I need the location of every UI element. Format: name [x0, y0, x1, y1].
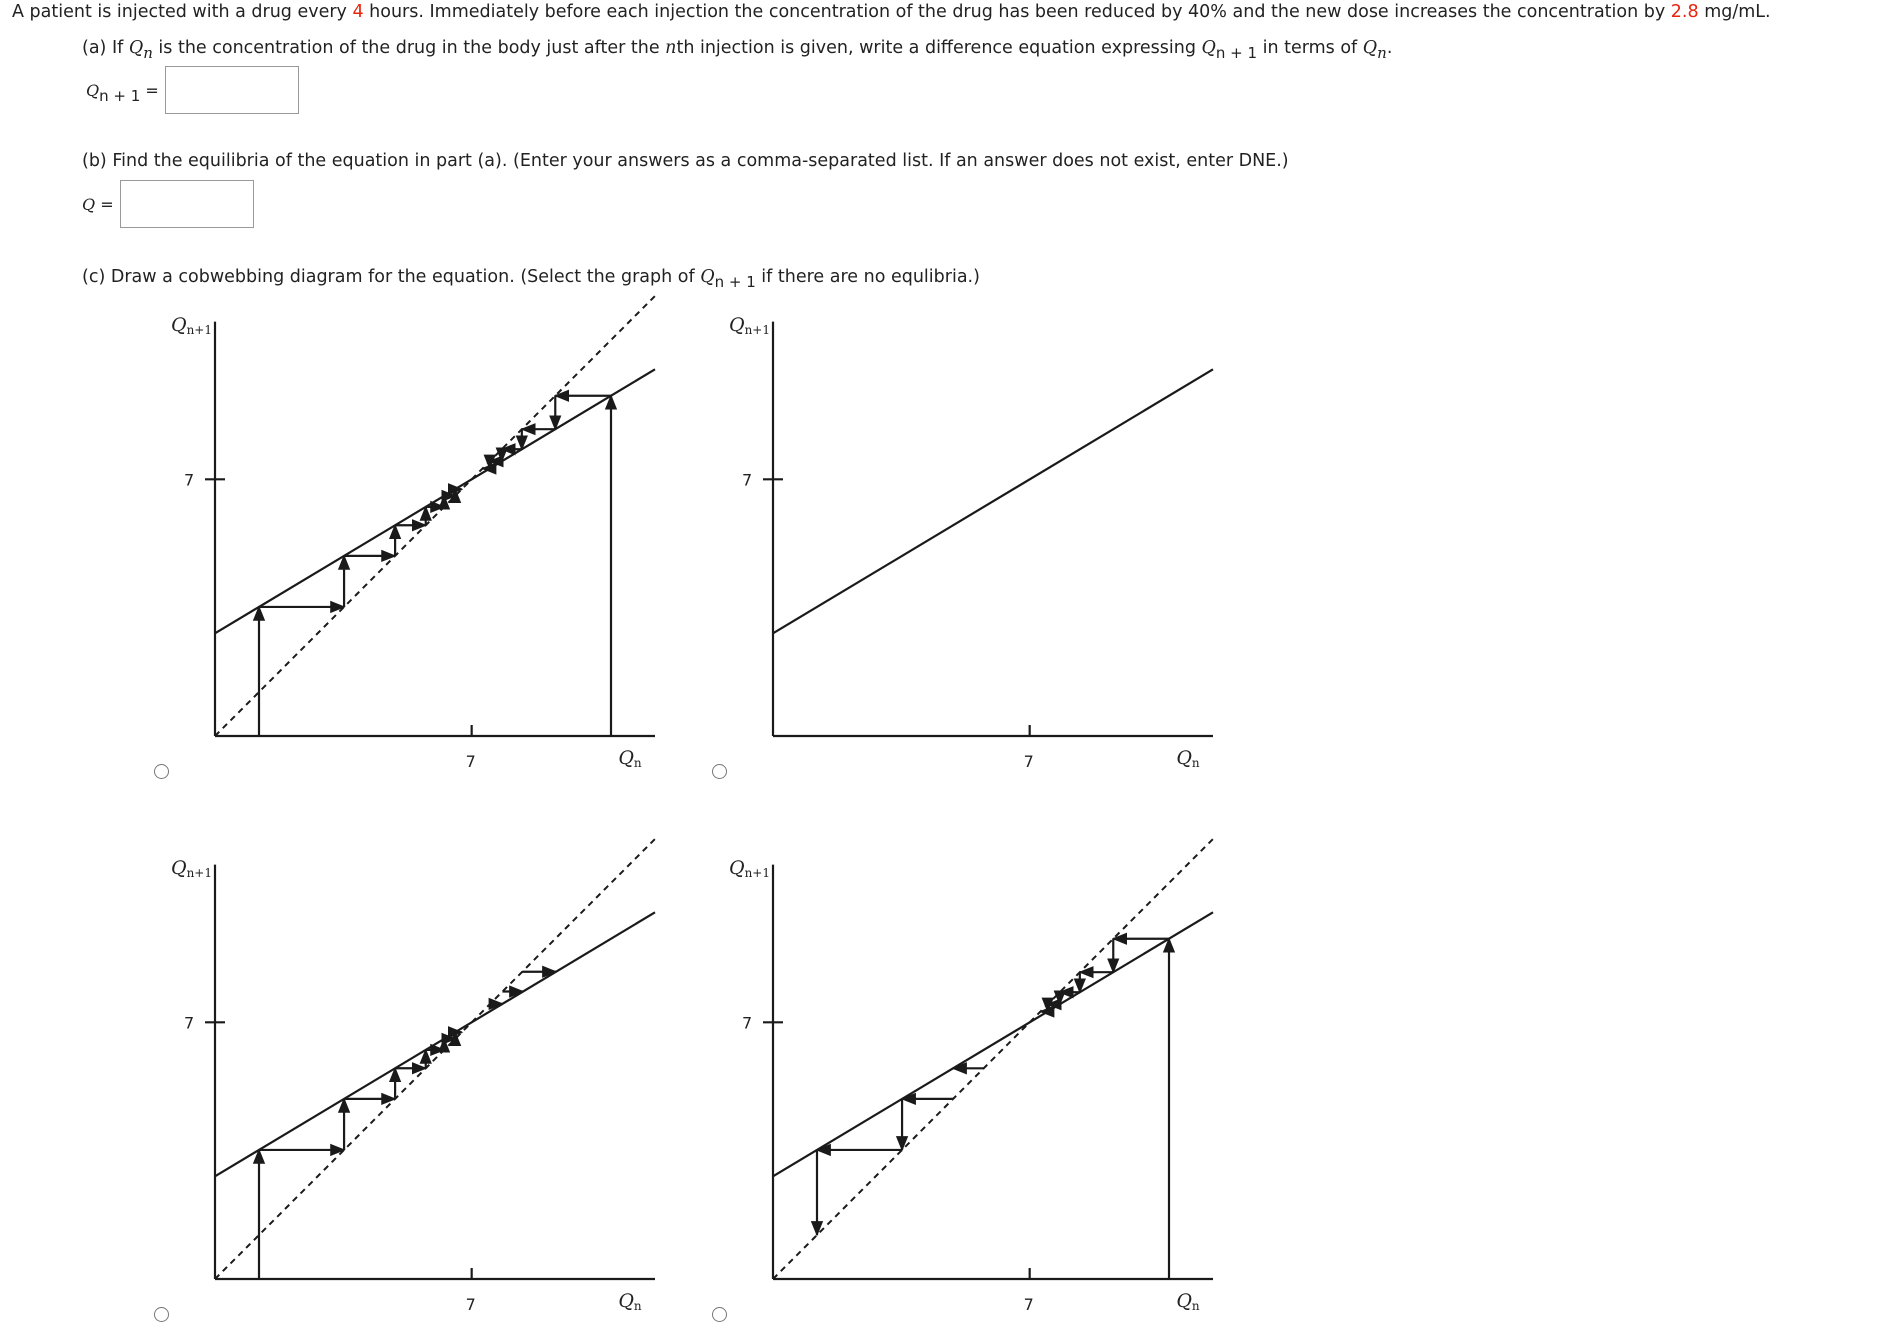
part-a-end: .: [1386, 38, 1393, 58]
y-axis-label-2: Qn+1: [729, 313, 770, 337]
answer-a-sub: n + 1: [99, 86, 141, 105]
y-tick-label-1: 7: [184, 470, 195, 490]
q-n-subscript: n: [143, 44, 153, 62]
answer-b-eq: =: [95, 194, 114, 214]
answer-b-q: Q: [82, 194, 96, 214]
x-axis-label-4: Qn: [1176, 1290, 1200, 1313]
option-3-radio[interactable]: [154, 1307, 169, 1322]
answer-a-q: Q: [86, 80, 100, 100]
x-tick-label-4: 7: [1023, 1295, 1034, 1314]
part-c-prefix: (c) Draw a cobwebbing diagram for the equation. (Select the graph of: [82, 267, 701, 287]
x-tick-label-2: 7: [1023, 752, 1034, 771]
diagonal-line-4: [773, 839, 1213, 1279]
q-end-symbol: Q: [1362, 38, 1378, 58]
y-axis-label-3: Qn+1: [171, 856, 212, 880]
x-axis-label-1: Qn: [618, 747, 642, 770]
map-line-4: [773, 912, 1213, 1176]
diagonal-line-1: [215, 296, 655, 736]
dose-value: 2.8: [1670, 2, 1699, 22]
option-2-radio[interactable]: [712, 764, 727, 779]
part-c-suffix: if there are no equlibria.): [755, 267, 980, 287]
y-tick-label-3: 7: [184, 1013, 195, 1033]
answer-a-eq: =: [140, 80, 159, 100]
y-axis-label-4: Qn+1: [729, 856, 770, 880]
in-terms-text: in terms of: [1257, 38, 1363, 58]
y-tick-label-2: 7: [742, 470, 753, 490]
nth-n: n: [665, 38, 677, 58]
part-b-question: (b) Find the equilibria of the equation in part (a). (Enter your answers as a comma-separated list. If an answer does not exist, enter DNE.): [82, 151, 1289, 171]
nth-rest: th injection is given, write a difference equation expressing: [676, 38, 1202, 58]
q-next-subscript: n + 1: [1215, 44, 1258, 62]
q-next-symbol: Q: [1201, 38, 1216, 58]
map-line-1: [215, 369, 655, 633]
x-tick-label-3: 7: [465, 1295, 476, 1314]
problem-text-3: mg/mL.: [1698, 2, 1771, 22]
y-axis-label-1: Qn+1: [171, 313, 212, 337]
problem-text-1: A patient is injected with a drug every: [12, 2, 353, 22]
q-end-subscript: n: [1377, 44, 1387, 62]
x-tick-label-1: 7: [465, 752, 476, 771]
option-1-radio[interactable]: [154, 764, 169, 779]
part-c-sub: n + 1: [714, 273, 756, 291]
x-axis-label-2: Qn: [1176, 747, 1200, 770]
diagonal-line-3: [215, 839, 655, 1279]
hours-value: 4: [352, 2, 364, 22]
option-4-radio[interactable]: [712, 1307, 727, 1322]
y-tick-label-4: 7: [742, 1013, 753, 1033]
problem-text-2: hours. Immediately before each injection the concentration of the drug has been reduced by 40% and the new dose increases the concentration by: [363, 2, 1671, 22]
x-axis-label-3: Qn: [618, 1290, 642, 1313]
part-a-prefix: (a) If: [82, 38, 129, 58]
map-line-3: [215, 912, 655, 1176]
map-line-2: [773, 369, 1213, 633]
q-n-symbol: Q: [128, 38, 144, 58]
part-c-q: Q: [700, 267, 715, 287]
part-a-middle: is the concentration of the drug in the body just after the: [152, 38, 666, 58]
